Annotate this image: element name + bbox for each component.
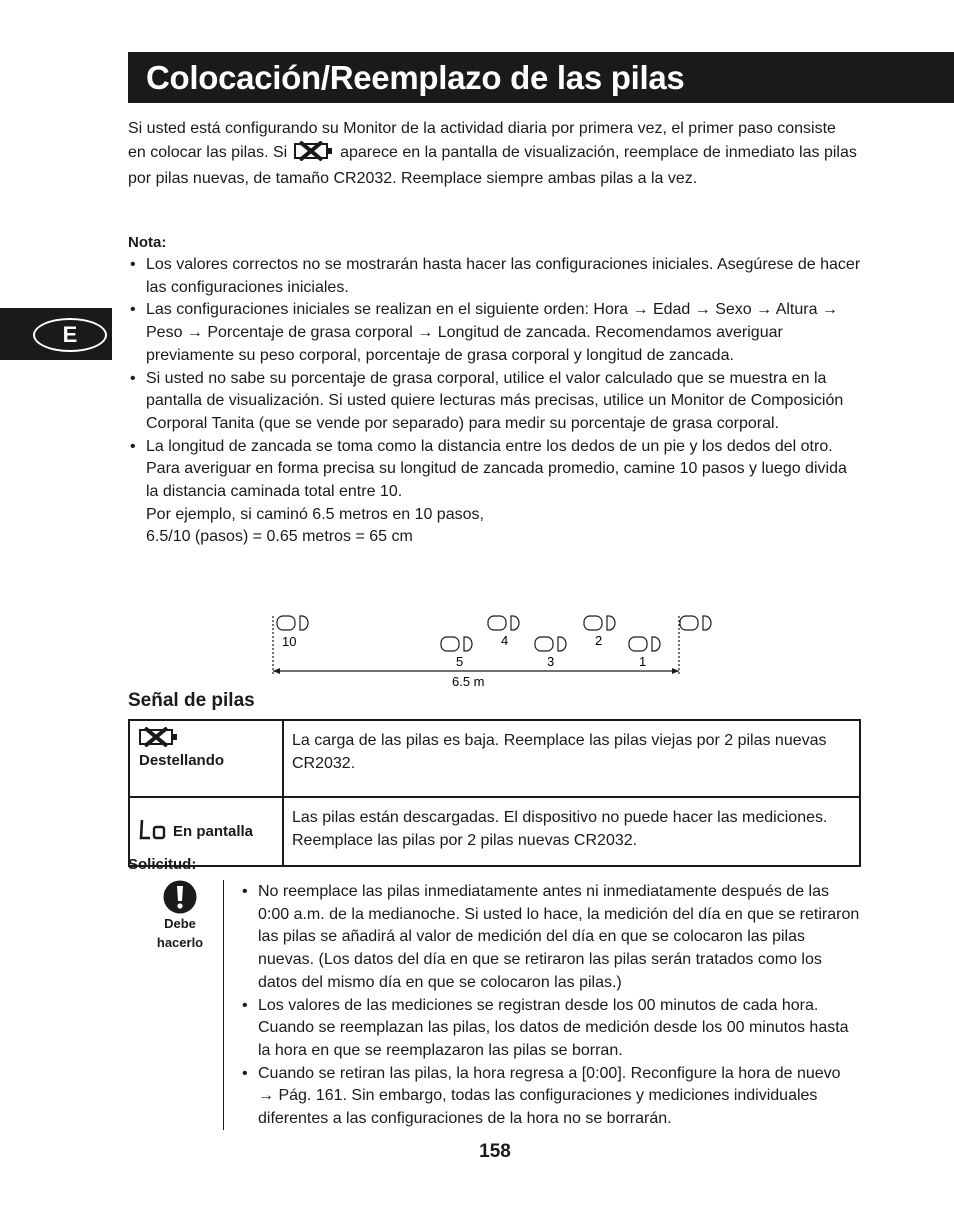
step-number: 1 xyxy=(639,654,647,669)
example-line: Por ejemplo, si caminó 6.5 metros en 10 pasos, xyxy=(146,505,484,523)
signal-description: Las pilas están descargadas. El dispositivo no puede hacer las mediciones. Reemplace las pilas por 2 pilas nuevas CR2032. xyxy=(283,797,860,866)
list-item xyxy=(128,436,863,550)
list-item: • Si usted no sabe su porcentaje de grasa corporal, utilice el valor calculado que se muestra en la pantalla de visualización. Si usted quiere lecturas más precisas, utilice un Monitor de Composición Corporal Tanita (que se vende por separado) para medir su porcentaje de grasa corporal. xyxy=(128,368,863,436)
signal-description: La carga de las pilas es baja. Reemplace las pilas viejas por 2 pilas nuevas CR2032. xyxy=(283,720,860,797)
distance-label: 6.5 m xyxy=(452,674,485,688)
table-row xyxy=(129,720,860,797)
example-calculation: 6.5/10 (pasos) = 0.65 metros = 65 cm xyxy=(146,528,413,546)
note-list xyxy=(128,254,863,549)
divider xyxy=(223,880,224,1130)
list-item: • No reemplace las pilas inmediatamente antes ni inmediatamente después de las 0:00 a.m. de la medianoche. Si usted lo hace, la medición del día en que se retiraron las pilas se añadirá al valor de medición del día en que se colocaron las pilas nuevas. (Los datos del día en que se retiraron las pilas serán tratados como los datos del mismo día en que se colocaron las pilas.) xyxy=(240,881,860,995)
page-number: 158 xyxy=(479,1141,511,1162)
battery-low-icon xyxy=(294,141,334,169)
exclamation-icon xyxy=(163,880,197,914)
step-number: 2 xyxy=(595,633,603,648)
list-item: • Las configuraciones iniciales se realizan en el siguiente orden: Hora → Edad → Sexo → Altura → Peso → Porcentaje de grasa corporal → Longitud de zancada. Recomendamos averiguar previamente su peso corporal, porcentaje de grasa corporal y longitud de zancada. xyxy=(128,299,863,367)
signal-cell xyxy=(129,720,283,797)
request-list xyxy=(240,881,860,1131)
intro-text-start: Si usted está configurando su Monitor de la actividad diaria por primera vez, el primer paso consiste en colocar las pilas. Si xyxy=(128,120,836,161)
page-title-bar xyxy=(128,52,954,103)
battery-signal-table xyxy=(128,719,861,867)
battery-low-icon xyxy=(139,727,282,752)
language-tab xyxy=(0,308,112,360)
battery-signal-heading: Señal de pilas xyxy=(128,690,255,711)
must-do-label: Debe hacerlo xyxy=(156,916,204,950)
footsteps-diagram xyxy=(265,606,725,688)
lo-display-icon xyxy=(139,818,167,845)
stride-explanation: La longitud de zancada se toma como la distancia entre los dedos de un pie y los dedos del otro. Para averiguar en forma precisa su longitud de zancada promedio, camine 10 pasos y luego divida la distancia caminada total entre 10. xyxy=(146,437,847,501)
signal-label: En pantalla xyxy=(173,823,254,840)
intro-text-end: aparece en la pantalla de visualización, reemplace de inmediato las pilas por pilas nuevas, de tamaño CR2032. Reemplace siempre ambas pilas a la vez. xyxy=(128,143,857,188)
step-number: 4 xyxy=(501,633,509,648)
list-item: • Los valores de las mediciones se registran desde los 00 minutos de cada hora. Cuando se reemplazan las pilas, los datos de medición desde los 00 minutos hasta la hora en que se reemplazaron las pilas se borran. xyxy=(240,995,860,1063)
list-item: • Los valores correctos no se mostrarán hasta hacer las configuraciones iniciales. Asegúrese de hacer las configuraciones iniciales. xyxy=(128,254,863,299)
intro-paragraph xyxy=(128,118,858,191)
list-item: • Cuando se retiran las pilas, la hora regresa a [0:00]. Reconfigure la hora de nuevo → Pág. 161. Sin embargo, todas las configuraciones y mediciones individuales diferentes a las configuraciones de la hora no se borrarán. xyxy=(240,1063,860,1131)
signal-label: Destellando xyxy=(139,752,225,769)
note-label: Nota: xyxy=(128,234,167,251)
page-title: Colocación/Reemplazo de las pilas xyxy=(146,59,685,96)
step-number: 3 xyxy=(547,654,555,669)
footprint-icon xyxy=(277,616,711,651)
table-row xyxy=(129,797,860,866)
request-label: Solicitud: xyxy=(128,856,197,873)
step-number: 5 xyxy=(456,654,464,669)
step-number: 10 xyxy=(282,634,297,649)
language-label: E xyxy=(33,318,107,352)
